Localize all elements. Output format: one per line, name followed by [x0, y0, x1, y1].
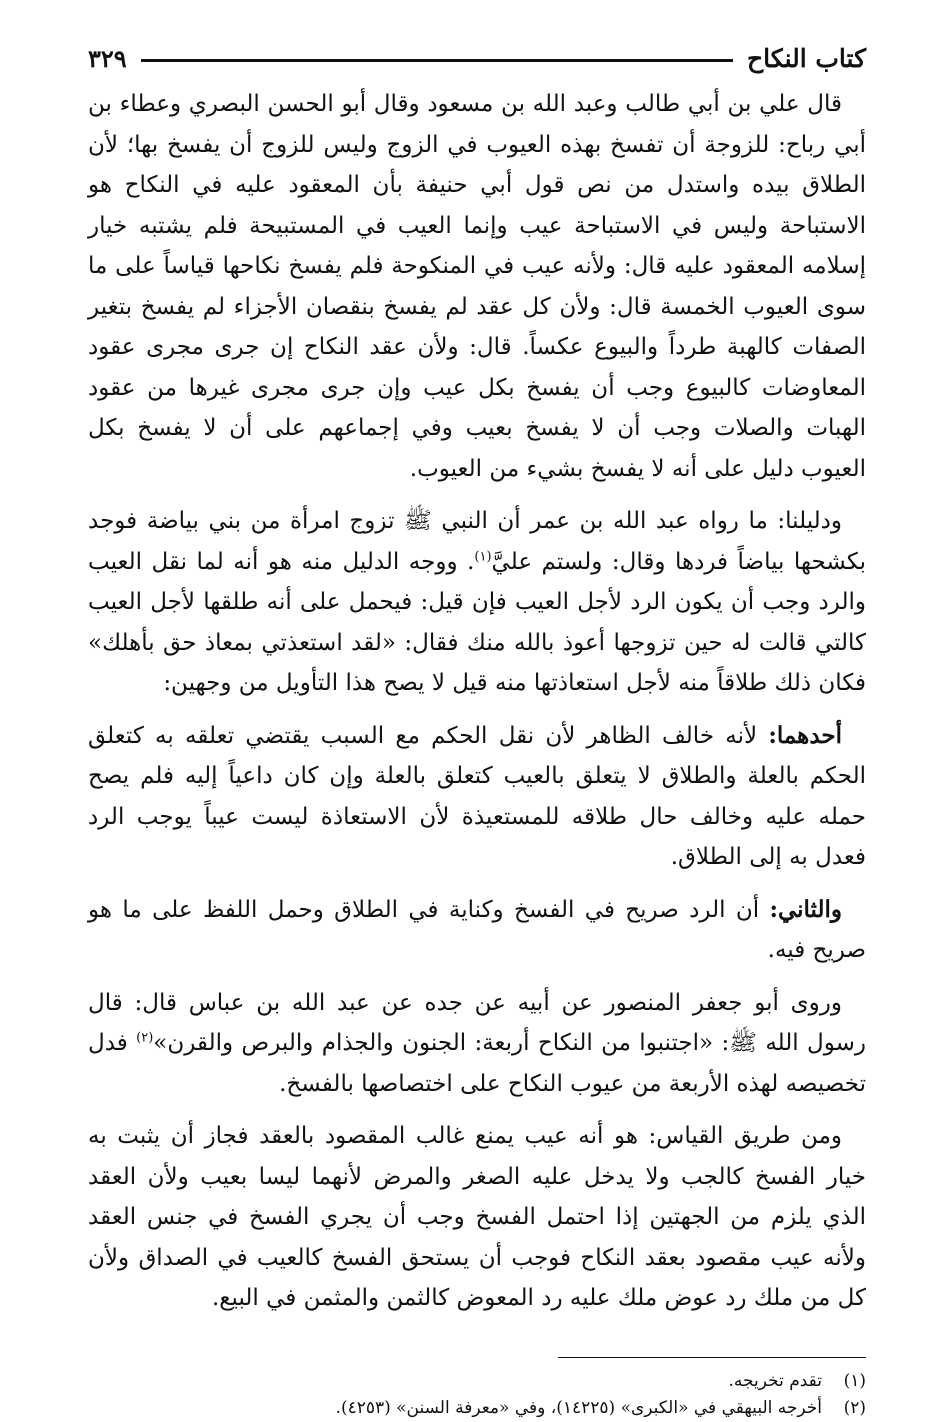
- footnote-separator: [558, 1357, 866, 1358]
- header-rule: [141, 59, 733, 62]
- paragraph: [88, 890, 866, 971]
- footnote-text: أخرجه البيهقي في «الكبرى» (١٤٢٢٥)، وفي «معرفة السنن» (٤٢٥٣).: [335, 1397, 822, 1418]
- footnote-number: (٢): [843, 1397, 866, 1418]
- footnotes: [88, 1368, 866, 1422]
- paragraph-text-cont: . ووجه الدليل منه هو أنه لما نقل العيب والرد وجب أن يكون الرد لأجل العيب فإن قيل: فيحمل على أنه طلقها لأجل العيب كالتي قالت له حين تزوجها أعوذ بالله منك فقال: «لقد استعذتي بمعاذ حق بأهلك» فكان ذلك طلاقاً منه لأجل استعاذتها منه قيل لا يصح هذا التأويل من وجهين:: [88, 548, 866, 696]
- footnote: [88, 1368, 866, 1395]
- paragraph: [88, 84, 866, 489]
- paragraph-text: لأنه خالف الظاهر لأن نقل الحكم مع السبب يقتضي تعلقه به كتعلق الحكم بالعلة والطلاق لا يتعلق بالعيب كتعلق بالعلة وإن كان داعياً إليه فلم يصح حمله عليه وخالف حال طلاقه للمستعيذة لأن الاستعاذة ليست عيباً يوجب الرد فعدل به إلى الطلاق.: [88, 722, 866, 870]
- chapter-title: كتاب النكاح: [747, 43, 866, 73]
- page-number: ٣٢٩: [88, 43, 127, 73]
- paragraph-lead: والثاني:: [769, 895, 842, 923]
- page-header: [88, 38, 866, 78]
- footnote-ref: (١): [474, 548, 492, 564]
- paragraph: [88, 716, 866, 878]
- footnote-text: تقدم تخريجه.: [728, 1370, 822, 1391]
- footnote-number: (١): [843, 1370, 866, 1391]
- paragraph-text: ودليلنا: ما رواه عبد الله بن عمر أن النبي ﷺ تزوج امرأة من بني بياضة فوجد بكشحها بياضاً فردها وقال: ولستم عليَّ: [88, 508, 866, 575]
- footnote: [88, 1395, 866, 1422]
- paragraph-text: وروى أبو جعفر المنصور عن أبيه عن جده عن عبد الله بن عباس قال: قال رسول الله ﷺ: «اجتنبوا من النكاح أربعة: الجنون والجذام والبرص والقرن»: [88, 989, 866, 1056]
- paragraph-text: أن الرد صريح في الفسخ وكناية في الطلاق وحمل اللفظ على ما هو صريح فيه.: [88, 896, 866, 963]
- paragraph-text: قال علي بن أبي طالب وعبد الله بن مسعود وقال أبو الحسن البصري وعطاء بن أبي رباح: للزوجة أن تفسخ بهذه العيوب في الزوج وليس للزوج أن يفسخ بها؛ لأن الطلاق بيده واستدل من نص قول أبي حنيفة بأن المعقود عليه في النكاح هو الاستباحة وليس في الاستباحة عيب وإنما العيب في المستبيحة فلم يشتبه خيار إسلامه المعقود عليه قال: ولأنه عيب في المنكوحة فلم يفسخ نكاحها قياساً على ما سوى العيوب الخمسة قال: ولأن كل عقد لم يفسخ بنقصان الأجزاء لم يفسخ بتغير الصفات كالهبة طرداً والبيوع عكساً. قال: ولأن عقد النكاح إن جرى مجرى عقود المعاوضات كالبيوع وجب أن يفسخ بكل عيب وإن جرى مجرى غيرها من عقود الهبات والصلات وجب أن لا يفسخ بعيب وفي إجماعهم على أن لا يفسخ بكل العيوب دليل على أنه لا يفسخ بشيء من العيوب.: [88, 91, 866, 482]
- paragraph-text-cont: فدل تخصيصه لهذه الأربعة من عيوب النكاح على اختصاصها بالفسخ.: [88, 1030, 866, 1097]
- paragraph: [88, 983, 866, 1105]
- paragraph-text: ومن طريق القياس: هو أنه عيب يمنع غالب المقصود بالعقد فجاز أن يثبت به خيار الفسخ كالجب ولا يدخل عليه الصغر والمرض لأنهما ليسا بعيب ولأن العقد الذي يلزم من الجهتين إذا احتمل الفسخ وجب أن يجري الفسخ في جنس العقد ولأنه عيب مقصود بعقد النكاح فوجب أن يستحق الفسخ كالعيب في الصداق ولأن كل من ملك رد عوض ملك عليه رد المعوض كالثمن والمثمن في البيع.: [88, 1123, 866, 1311]
- paragraph: [88, 501, 866, 704]
- paragraph: [88, 1116, 866, 1319]
- paragraph-lead: أحدهما:: [768, 721, 842, 749]
- main-text: [88, 84, 866, 1319]
- footnote-ref: (٢): [136, 1030, 154, 1046]
